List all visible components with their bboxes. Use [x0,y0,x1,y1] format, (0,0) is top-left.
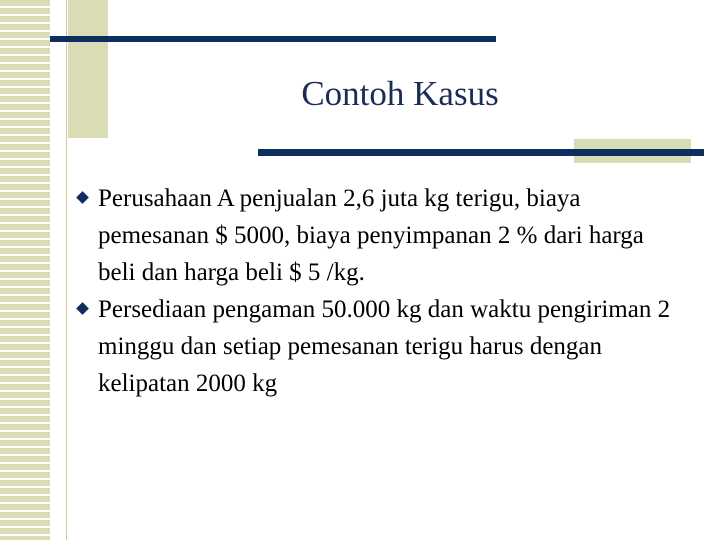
bullet-item [78,291,678,402]
left-divider-line [66,0,67,540]
slide-title: Contoh Kasus [301,74,499,113]
top-title-rule [50,36,496,42]
bullet-text: Persediaan pengaman 50.000 kg dan waktu pengiriman 2 minggu dan setiap pemesanan terigu harus dengan kelipatan 2000 kg [98,296,671,397]
diamond-icon [76,191,89,204]
left-stripe-decoration [0,0,50,540]
bullet-item [78,180,678,291]
top-accent-block [68,0,108,138]
bottom-title-rule [258,149,704,156]
diamond-icon [76,302,89,315]
bullet-text: Perusahaan A penjualan 2,6 juta kg terigu, biaya pemesanan $ 5000, biaya penyimpanan 2 % dari harga beli dan harga beli $ 5 /kg. [98,185,644,286]
bullet-list [78,180,678,402]
